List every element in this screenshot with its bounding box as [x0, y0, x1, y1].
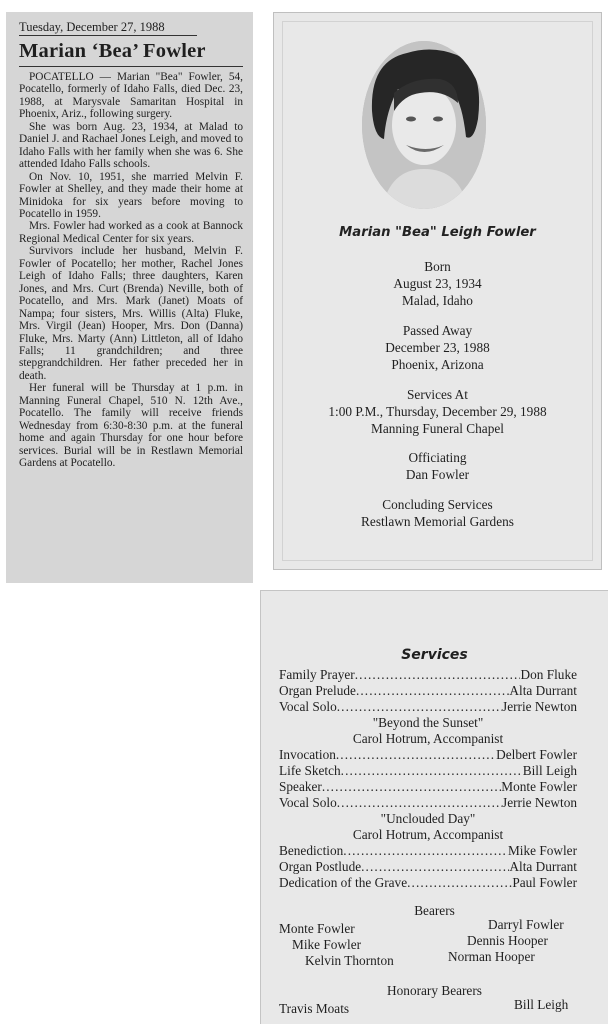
program-role: Speaker: [279, 779, 322, 794]
services-place: Manning Funeral Chapel: [371, 420, 504, 436]
services-time: 1:00 P.M., Thursday, December 29, 1988: [328, 403, 547, 419]
dot-leader: [341, 763, 523, 779]
clipping-date: Tuesday, December 27, 1988: [19, 20, 197, 36]
passed-section: [274, 323, 601, 373]
passed-label: Passed Away: [402, 323, 473, 338]
passed-place: Phoenix, Arizona: [391, 356, 484, 372]
bearer-name: Mike Fowler: [292, 937, 362, 952]
program-row: [279, 667, 577, 683]
clipping-paragraph: POCATELLO — Marian "Bea" Fowler, 54, Pocatello, formerly of Idaho Falls, died Dec. 23, 1988, at Marysvale Samaritan Hospital in Phoenix, Ariz., following surgery.: [19, 71, 243, 121]
program-row: [279, 795, 577, 811]
born-place: Malad, Idaho: [402, 292, 473, 308]
concluding-place: Restlawn Memorial Gardens: [361, 513, 514, 529]
program-note: Carol Hotrum, Accompanist: [352, 731, 504, 746]
program-row: [279, 699, 577, 715]
program-person: Jerrie Newton: [502, 699, 577, 714]
bearers-title: Bearers: [414, 903, 455, 918]
program-row: [279, 747, 577, 763]
clipping-paragraph: Mrs. Fowler had worked as a cook at Bannock Regional Medical Center for six years.: [19, 220, 243, 245]
program-list: [279, 667, 577, 891]
clipping-paragraph: She was born Aug. 23, 1934, at Malad to Daniel J. and Rachael Jones Leigh, and moved to Idaho Falls with her family when she was 6. She attended Idaho Falls schools.: [19, 120, 243, 171]
program-title: Services: [401, 647, 468, 663]
program-role: Organ Postlude: [279, 859, 362, 874]
concluding-section: [274, 497, 601, 531]
bearer-name: Norman Hooper: [448, 949, 535, 964]
program-row: [279, 859, 577, 875]
clipping-paragraph: On Nov. 10, 1951, she married Melvin F. Fowler at Shelley, and they made their home at Minidoka for six years before moving to Pocatello in 1959.: [19, 170, 243, 220]
dot-leader: [407, 875, 512, 891]
dot-leader: [343, 843, 508, 859]
honorary-title: Honorary Bearers: [387, 983, 482, 998]
clipping-paragraph: Her funeral will be Thursday at 1 p.m. in Manning Funeral Chapel, 510 N. 12th Ave., Pocatello. The family will receive friends Wednesday from 6:30-8:30 p.m. at the funeral home and again Thursday for one hour before services. Burial will be in Restlawn Memorial Gardens at Pocatello.: [19, 382, 243, 470]
officiating-label: Officiating: [408, 450, 467, 465]
clipping-title: Marian ‘Bea’ Fowler: [19, 40, 243, 67]
dot-leader: [361, 859, 509, 875]
portrait-photo: [362, 41, 486, 209]
program-note: Carol Hotrum, Accompanist: [352, 827, 504, 842]
program-role: Vocal Solo: [279, 795, 337, 810]
services-label: Services At: [407, 387, 468, 402]
program-row: [279, 843, 577, 859]
dot-leader: [336, 747, 496, 763]
program-row: [279, 875, 577, 891]
program-person: Monte Fowler: [501, 779, 577, 794]
program-person: Delbert Fowler: [496, 747, 577, 762]
program-role: Family Prayer: [279, 667, 355, 682]
program-row: [279, 683, 577, 699]
service-program: [260, 590, 608, 1024]
bearer-name: Kelvin Thornton: [305, 953, 394, 968]
program-role: Benediction: [279, 843, 344, 858]
program-role: Invocation: [279, 747, 336, 762]
program-person: Jerrie Newton: [502, 795, 577, 810]
clipping-body: [19, 71, 243, 470]
program-person: Alta Durrant: [509, 859, 577, 874]
program-note: "Beyond the Sunset": [372, 715, 484, 730]
born-date: August 23, 1934: [393, 275, 482, 291]
program-person: Don Fluke: [520, 667, 577, 682]
program-person: Alta Durrant: [509, 683, 577, 698]
program-person: Bill Leigh: [522, 763, 577, 778]
passed-date: December 23, 1988: [385, 339, 490, 355]
card-name: Marian "Bea" Leigh Fowler: [339, 225, 536, 240]
program-person: Mike Fowler: [507, 843, 577, 858]
officiating-name: Dan Fowler: [405, 466, 470, 482]
born-section: [274, 259, 601, 309]
program-role: Organ Prelude: [279, 683, 356, 698]
service-card-front: [273, 12, 602, 570]
dot-leader: [337, 699, 502, 715]
portrait-image: [362, 41, 486, 209]
honorary-bearer-name: Travis Moats: [279, 1001, 350, 1016]
dot-leader: [322, 779, 501, 795]
program-role: Dedication of the Grave: [279, 875, 408, 890]
bearer-name: Darryl Fowler: [488, 917, 564, 932]
concluding-label: Concluding Services: [382, 497, 493, 512]
bearer-name: Monte Fowler: [279, 921, 355, 936]
services-section: [274, 387, 601, 437]
program-role: Vocal Solo: [279, 699, 337, 714]
program-role: Life Sketch: [279, 763, 341, 778]
program-person: Paul Fowler: [512, 875, 577, 890]
officiating-section: [274, 450, 601, 484]
dot-leader: [355, 667, 521, 683]
program-row: [279, 763, 577, 779]
newspaper-clipping: [6, 12, 253, 583]
born-label: Born: [424, 259, 451, 274]
honorary-bearer-name: Bill Leigh: [514, 997, 569, 1012]
program-note: "Unclouded Day": [380, 811, 476, 826]
dot-leader: [337, 795, 502, 811]
dot-leader: [356, 683, 509, 699]
program-row: [279, 779, 577, 795]
bearer-name: Dennis Hooper: [467, 933, 548, 948]
clipping-paragraph: Survivors include her husband, Melvin F. Fowler of Pocatello; her mother, Rachel Jones Leigh of Idaho Falls; three daughters, Karen Jones, and Mrs. Curt (Brenda) Neville, both of Pocatello, and Mrs. Mark (Janet) Moats of Nampa; four sisters, Mrs. Willis (Alta) Fluke, Mrs. Virgil (Jean) Hooper, Mrs. Don (Danna) Fluke, Mrs. Marty (Ann) Littleton, all of Idaho Falls; 11 grandchildren; and three stepgrandchildren. Her father preceded her in death.: [19, 245, 243, 382]
